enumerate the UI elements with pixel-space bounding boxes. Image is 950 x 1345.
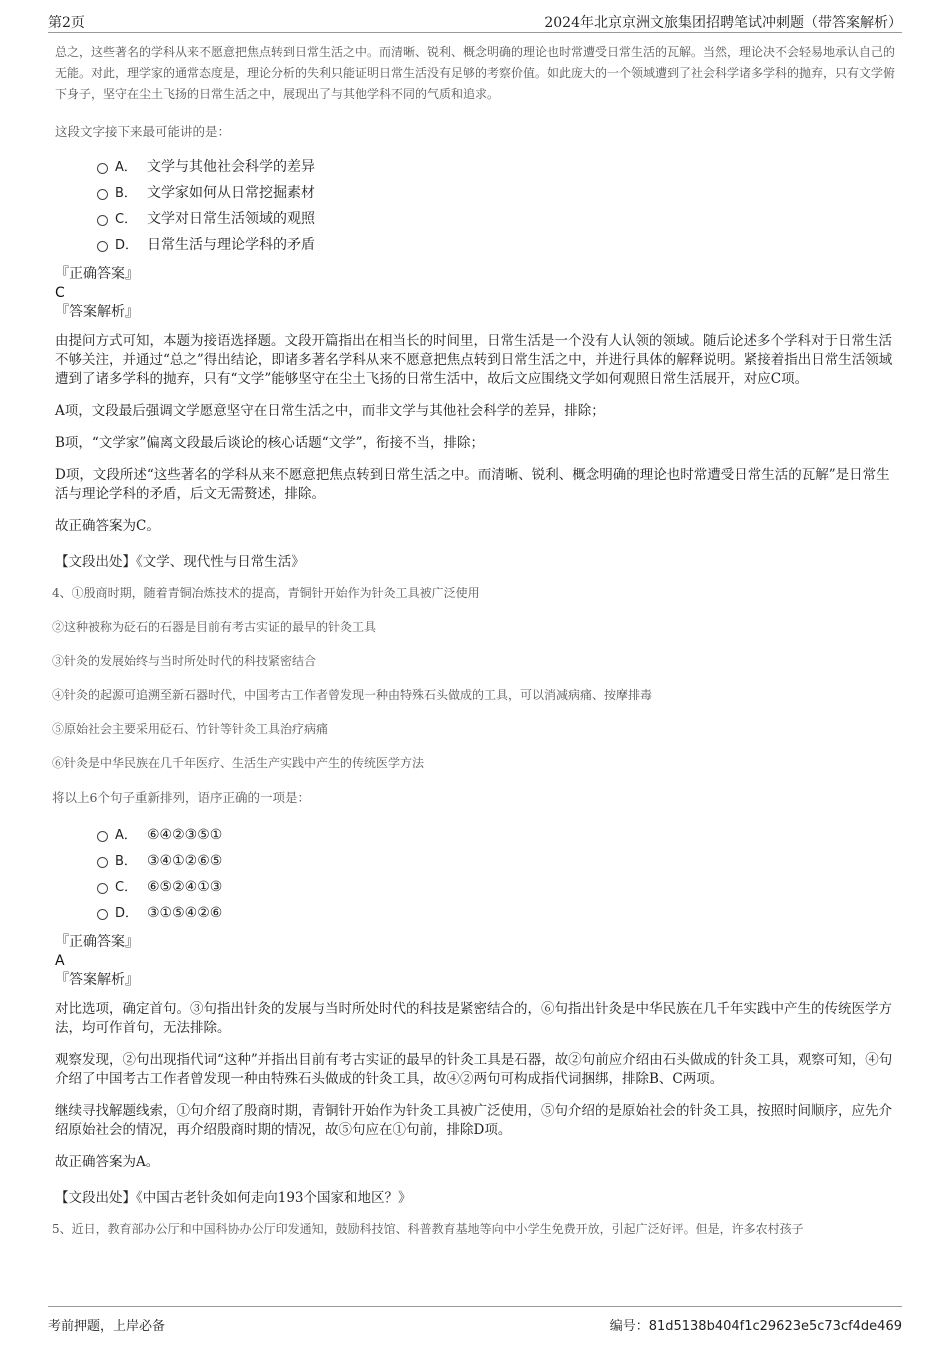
q3-answer: C bbox=[55, 285, 65, 301]
q4-analysis-paragraph: 观察发现，②句出现指代词“这种”并指出目前有考古实证的最早的针灸工具是石器，故②句前应介绍由石头做成的针灸工具，观察可知，④句介绍了中国考古工作者曾发现一种由特殊石头做成的针灸工具，故④②两句可构成指代词捆绑，排除B、C两项。 bbox=[55, 1052, 893, 1087]
q3-stem: 这段文字接下来最可能讲的是： bbox=[55, 124, 231, 139]
radio-button-icon[interactable] bbox=[97, 163, 108, 174]
radio-button-icon[interactable] bbox=[97, 189, 108, 200]
option-text: 文学与其他社会科学的差异 bbox=[147, 159, 315, 175]
q3-analysis-paragraph: B项，“文学家”偏离文段最后谈论的核心话题“文学”，衔接不当，排除； bbox=[55, 435, 485, 451]
q3-analysis-paragraph: A项，文段最后强调文学愿意坚守在日常生活之中，而非文学与其他社会科学的差异，排除； bbox=[55, 403, 605, 419]
option-letter: A． bbox=[115, 160, 137, 175]
radio-button-icon[interactable] bbox=[97, 883, 108, 894]
page-footer bbox=[48, 1306, 902, 1337]
q3-option-d[interactable] bbox=[55, 232, 895, 258]
q3-passage: 总之，这些著名的学科从来不愿意把焦点转到日常生活之中。而清晰、锐利、概念明确的理论也时常遭受日常生活的瓦解。当然，理论决不会轻易地承认自己的无能。对此，理学家的通常态度是，理论分析的失利只能证明日常生活没有足够的考察价值。如此庞大的一个领域遭到了社会科学诸多学科的抛弃，只有文学俯下身子，坚守在尘土飞扬的日常生活之中，展现出了与其他学科不同的气质和追求。 bbox=[55, 45, 896, 101]
radio-button-icon[interactable] bbox=[97, 831, 108, 842]
q3-analysis-label: 『答案解析』 bbox=[55, 304, 139, 320]
q3-answer-label: 『正确答案』 bbox=[55, 266, 139, 282]
q4-answer: A bbox=[55, 953, 65, 969]
option-text: 日常生活与理论学科的矛盾 bbox=[147, 237, 315, 253]
q4-option-a[interactable] bbox=[55, 822, 895, 848]
option-letter: C． bbox=[115, 212, 138, 227]
q3-option-c[interactable] bbox=[55, 206, 895, 232]
q4-analysis-paragraph: 继续寻找解题线索，①句介绍了殷商时期，青铜针开始作为针灸工具被广泛使用，⑤句介绍的是原始社会的针灸工具，按照时间顺序，应先介绍原始社会的情况，再介绍殷商时期的情况，故⑤句应在①句前，排除D项。 bbox=[55, 1103, 892, 1138]
q4-stem: 将以上6个句子重新排列，语序正确的一项是： bbox=[52, 790, 310, 805]
radio-button-icon[interactable] bbox=[97, 241, 108, 252]
q3-source: 【文段出处】《文学、现代性与日常生活》 bbox=[55, 554, 305, 570]
q3-option-b[interactable] bbox=[55, 180, 895, 206]
q4-option-c[interactable] bbox=[55, 874, 895, 900]
q4-analysis-paragraph: 对比选项，确定首句。③句指出针灸的发展与当时所处时代的科技是紧密结合的，⑥句指出针灸是中华民族在几千年实践中产生的传统医学方法，均可作首句，无法排除。 bbox=[55, 1001, 892, 1036]
q4-analysis-label: 『答案解析』 bbox=[55, 972, 139, 988]
option-letter: B． bbox=[115, 854, 137, 869]
q4-source: 【文段出处】《中国古老针灸如何走向193个国家和地区？》 bbox=[55, 1190, 412, 1206]
q3-analysis-paragraph: 由提问方式可知，本题为接语选择题。文段开篇指出在相当长的时间里，日常生活是一个没有人认领的领域。随后论述多个学科对于日常生活不够关注，并通过“总之”得出结论，即诸多著名学科从来不愿意把焦点转到日常生活之中，并进行具体的解释说明。紧接着指出日常生活领域遭到了诸多学科的抛弃，只有“文学”能够坚守在尘土飞扬的日常生活中，故后文应围绕文学如何观照日常生活展开，对应C项。 bbox=[55, 333, 893, 387]
option-text: ⑥⑤②④①③ bbox=[147, 879, 223, 895]
q4-sentence: ④针灸的起源可追溯至新石器时代，中国考古工作者曾发现一种由特殊石头做成的工具，可以消减病痛、按摩排毒 bbox=[52, 688, 653, 702]
q4-options bbox=[55, 822, 895, 926]
page-header bbox=[48, 8, 902, 33]
radio-button-icon[interactable] bbox=[97, 909, 108, 920]
option-text: ⑥④②③⑤① bbox=[147, 827, 223, 843]
option-letter: B． bbox=[115, 186, 137, 201]
document-title: 2024年北京京洲文旅集团招聘笔试冲刺题（带答案解析） bbox=[544, 15, 902, 31]
q5-intro: 5、近日，教育部办公厅和中国科协办公厅印发通知，鼓励科技馆、科普教育基地等向中小学生免费开放，引起广泛好评。但是，许多农村孩子 bbox=[52, 1222, 804, 1236]
q4-sentence: ⑤原始社会主要采用砭石、竹针等针灸工具治疗病痛 bbox=[52, 722, 329, 736]
q4-option-b[interactable] bbox=[55, 848, 895, 874]
q4-sentence: ⑥针灸是中华民族在几千年医疗、生活生产实践中产生的传统医学方法 bbox=[52, 756, 425, 770]
q4-answer-label: 『正确答案』 bbox=[55, 934, 139, 950]
page-number: 第2页 bbox=[48, 15, 85, 31]
option-letter: C． bbox=[115, 880, 138, 895]
q4-sentence: ②这种被称为砭石的石器是目前有考古实证的最早的针灸工具 bbox=[52, 620, 377, 634]
option-letter: D． bbox=[115, 238, 139, 253]
option-letter: A． bbox=[115, 828, 137, 843]
footer-slogan: 考前押题，上岸必备 bbox=[48, 1319, 166, 1334]
page-content bbox=[52, 40, 896, 1237]
q4-option-d[interactable] bbox=[55, 900, 895, 926]
q3-analysis-paragraph: 故正确答案为C。 bbox=[55, 518, 160, 534]
q4-analysis-paragraph: 故正确答案为A。 bbox=[55, 1154, 160, 1170]
q3-analysis-paragraph: D项，文段所述“这些著名的学科从来不愿意把焦点转到日常生活之中。而清晰、锐利、概念明确的理论也时常遭受日常生活的瓦解”是日常生活与理论学科的矛盾，后文无需赘述，排除。 bbox=[55, 467, 890, 502]
option-text: ③④①②⑥⑤ bbox=[147, 853, 223, 869]
option-text: ③①⑤④②⑥ bbox=[147, 905, 223, 921]
radio-button-icon[interactable] bbox=[97, 857, 108, 868]
option-text: 文学家如何从日常挖掘素材 bbox=[147, 185, 315, 201]
q4-sentence: ③针灸的发展始终与当时所处时代的科技紧密结合 bbox=[52, 654, 317, 668]
document-code: 编号：81d5138b404f1c29623e5c73cf4de469 bbox=[609, 1319, 902, 1334]
option-letter: D． bbox=[115, 906, 139, 921]
q3-options bbox=[55, 154, 895, 258]
option-text: 文学对日常生活领域的观照 bbox=[147, 211, 315, 227]
q3-option-a[interactable] bbox=[55, 154, 895, 180]
radio-button-icon[interactable] bbox=[97, 215, 108, 226]
q4-sentence: 4、①殷商时期，随着青铜冶炼技术的提高，青铜针开始作为针灸工具被广泛使用 bbox=[52, 586, 480, 600]
